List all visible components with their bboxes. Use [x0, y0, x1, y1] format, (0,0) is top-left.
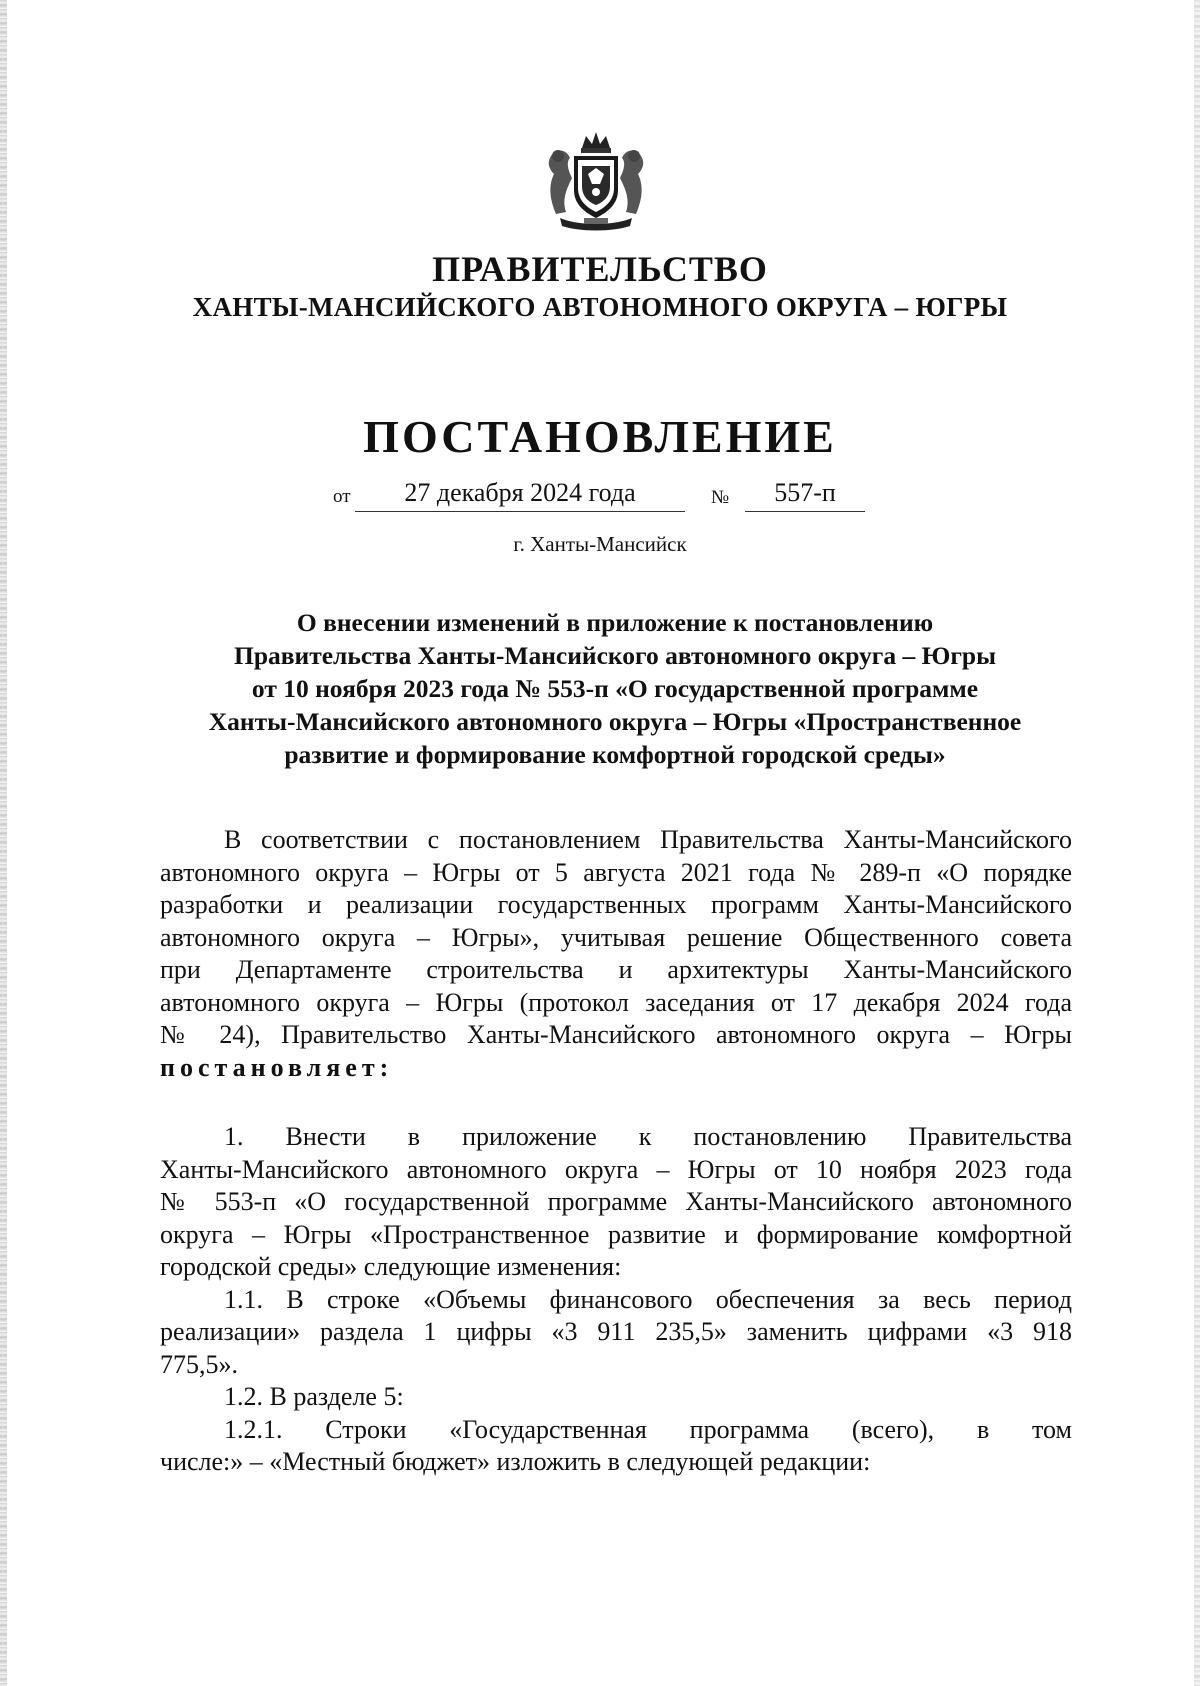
preamble-paragraph	[160, 824, 1072, 1084]
document-type: ПОСТАНОВЛЕНИЕ	[363, 411, 837, 462]
item-line: 1.1. В строке «Объемы финансового обеспечения за весь период	[224, 1284, 1072, 1314]
item-line: 775,5».	[160, 1349, 238, 1379]
item-line: округа – Югры «Пространственное развитие и формирование комфортной	[160, 1219, 1072, 1249]
item-line: № 553-п «О государственной программе Ханты-Мансийского автономного	[160, 1187, 1072, 1216]
date-prefix: от	[333, 486, 351, 507]
preamble-line: автономного округа – Югры от 5 августа 2021 года № 289-п «О порядке	[160, 857, 1072, 887]
preamble-line: при Департаменте строительства и архитектуры Ханты-Мансийского	[160, 955, 1072, 984]
item-line: 1.2.1. Строки «Государственная программа (всего), в том	[224, 1414, 1072, 1444]
document-number: 557-п	[745, 478, 865, 512]
item-line: реализации» раздела 1 цифры «3 911 235,5» заменить цифрами «3 918	[160, 1317, 1072, 1346]
item-line: городской среды» следующие изменения:	[160, 1252, 622, 1281]
number-prefix: №	[711, 487, 730, 508]
items-section	[160, 1121, 1072, 1479]
heading-line: Правительства Ханты-Мансийского автономного округа – Югры	[233, 641, 996, 670]
heading-line: развитие и формирование комфортной городской среды»	[284, 740, 946, 769]
date-number-line	[333, 478, 873, 514]
heading-line: О внесении изменений в приложение к постановлению	[296, 608, 934, 637]
preamble-line: № 24), Правительство Ханты-Мансийского автономного округа – Югры	[160, 1020, 1072, 1049]
preamble-line: автономного округа – Югры (протокол заседания от 17 декабря 2024 года	[160, 987, 1072, 1017]
item-line: 1.2. В разделе 5:	[224, 1382, 404, 1411]
item-line: числе:» – «Местный бюджет» изложить в следующей редакции:	[160, 1447, 871, 1476]
city: г. Ханты-Мансийск	[513, 532, 687, 556]
preamble-line: В соответствии с постановлением Правительства Ханты-Мансийского	[224, 825, 1072, 854]
item-line: 1. Внести в приложение к постановлению Правительства	[224, 1122, 1072, 1151]
document-heading	[150, 606, 1080, 771]
document-date: 27 декабря 2024 года	[355, 478, 685, 512]
heading-line: Ханты-Мансийского автономного округа – Югры «Пространственное	[208, 707, 1022, 736]
preamble-line: разработки и реализации государственных программ Ханты-Мансийского	[160, 890, 1072, 919]
resolves-word: постановляет:	[160, 1052, 394, 1082]
heading-line: от 10 ноября 2023 года № 553-п «О государственной программе	[251, 674, 979, 703]
coat-of-arms-emblem	[542, 130, 650, 232]
region-title: ХАНТЫ-МАНСИЙСКОГО АВТОНОМНОГО ОКРУГА – ЮГРЫ	[192, 292, 1008, 322]
preamble-line: автономного округа – Югры», учитывая решение Общественного совета	[160, 922, 1072, 952]
government-title: ПРАВИТЕЛЬСТВО	[432, 249, 768, 289]
item-line: Ханты-Мансийского автономного округа – Югры от 10 ноября 2023 года	[160, 1154, 1072, 1184]
